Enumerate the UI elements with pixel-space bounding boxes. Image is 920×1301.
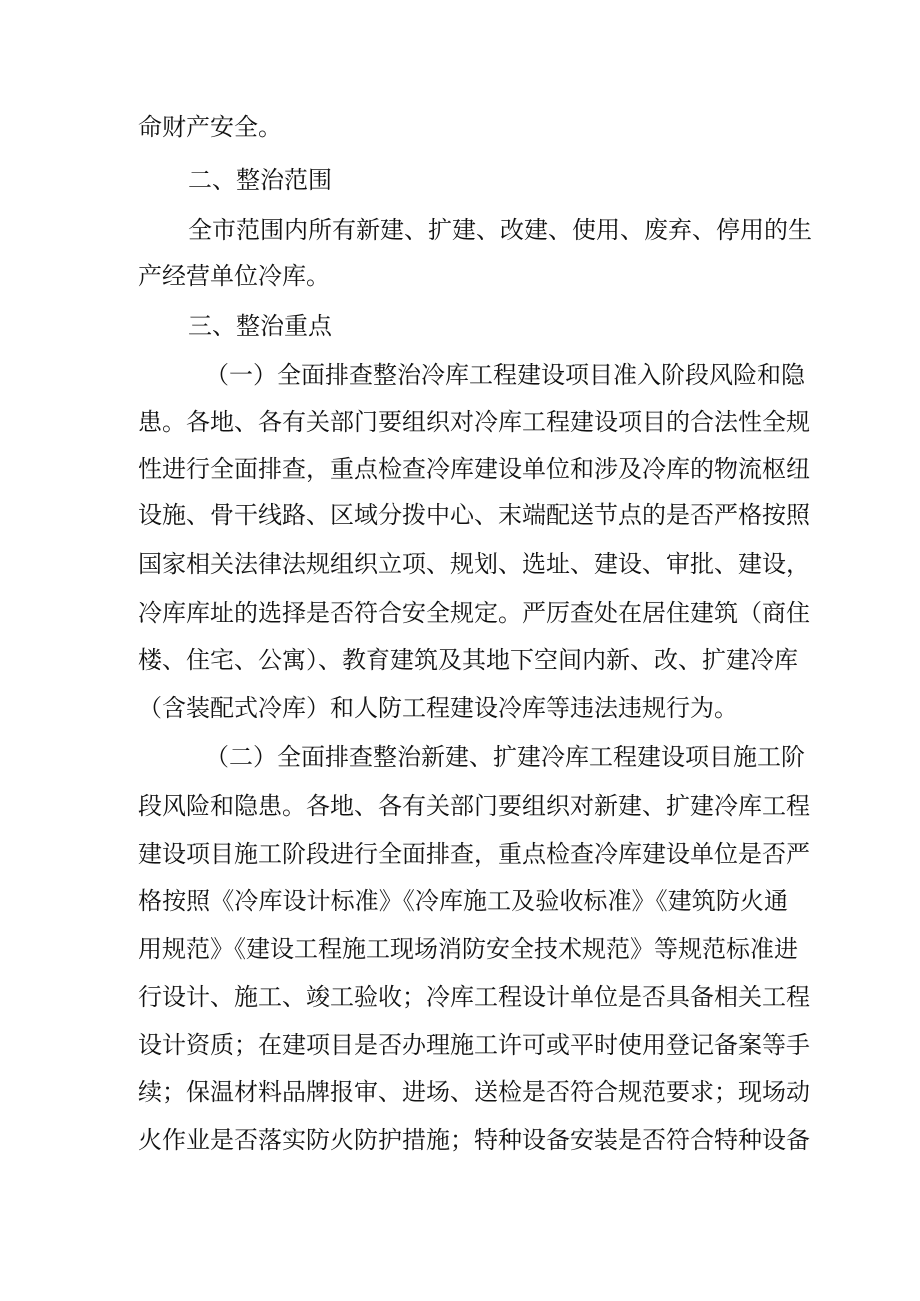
body-text-line: 楼、住宅、公寓）、教育建筑及其地下空间内新、改、扩建冷库: [138, 646, 798, 674]
body-text-line: 患。各地、各有关部门要组织对冷库工程建设项目的合法性全规: [138, 408, 810, 436]
body-text-line: 性进行全面排查，重点检查冷库建设单位和涉及冷库的物流枢纽: [138, 455, 810, 483]
subsection-heading-2: （二）全面排查整治新建、扩建冷库工程建设项目施工阶: [205, 743, 805, 771]
body-text-line: 冷库库址的选择是否符合安全规定。严厉查处在居住建筑（商住: [138, 599, 810, 627]
body-text-line: 格按照《冷库设计标准》《冷库施工及验收标准》《建筑防火通: [138, 887, 788, 915]
subsection-heading-1: （一）全面排查整治冷库工程建设项目准入阶段风险和隐: [205, 361, 805, 389]
body-text-line: 段风险和隐患。各地、各有关部门要组织对新建、扩建冷库工程: [138, 792, 810, 820]
body-text-line: 命财产安全。: [138, 113, 282, 141]
body-text-line: 火作业是否落实防火防护措施；特种设备安装是否符合特种设备: [138, 1126, 810, 1154]
body-text-line: 用规范》《建设工程施工现场消防安全技术规范》等规范标准进: [138, 935, 798, 963]
body-text-line: 建设项目施工阶段进行全面排查，重点检查冷库建设单位是否严: [138, 840, 810, 868]
body-text-line: 国家相关法律法规组织立项、规划、选址、建设、审批、建设，: [138, 550, 810, 578]
body-text-line: 续；保温材料品牌报审、进场、送检是否符合规范要求；现场动: [138, 1078, 810, 1106]
body-text-line: 设施、骨干线路、区域分拨中心、末端配送节点的是否严格按照: [138, 501, 810, 529]
body-text-line: 设计资质；在建项目是否办理施工许可或平时使用登记备案等手: [138, 1031, 810, 1059]
body-text-line: 产经营单位冷库。: [138, 262, 330, 290]
section-heading-scope: 二、整治范围: [188, 166, 332, 194]
body-text-line: 行设计、施工、竣工验收；冷库工程设计单位是否具备相关工程: [138, 983, 810, 1011]
section-heading-focus: 三、整治重点: [188, 312, 332, 340]
body-text-line: 全市范围内所有新建、扩建、改建、使用、废弃、停用的生: [188, 216, 812, 244]
body-text-line: （含装配式冷库）和人防工程建设冷库等违法违规行为。: [138, 694, 738, 722]
